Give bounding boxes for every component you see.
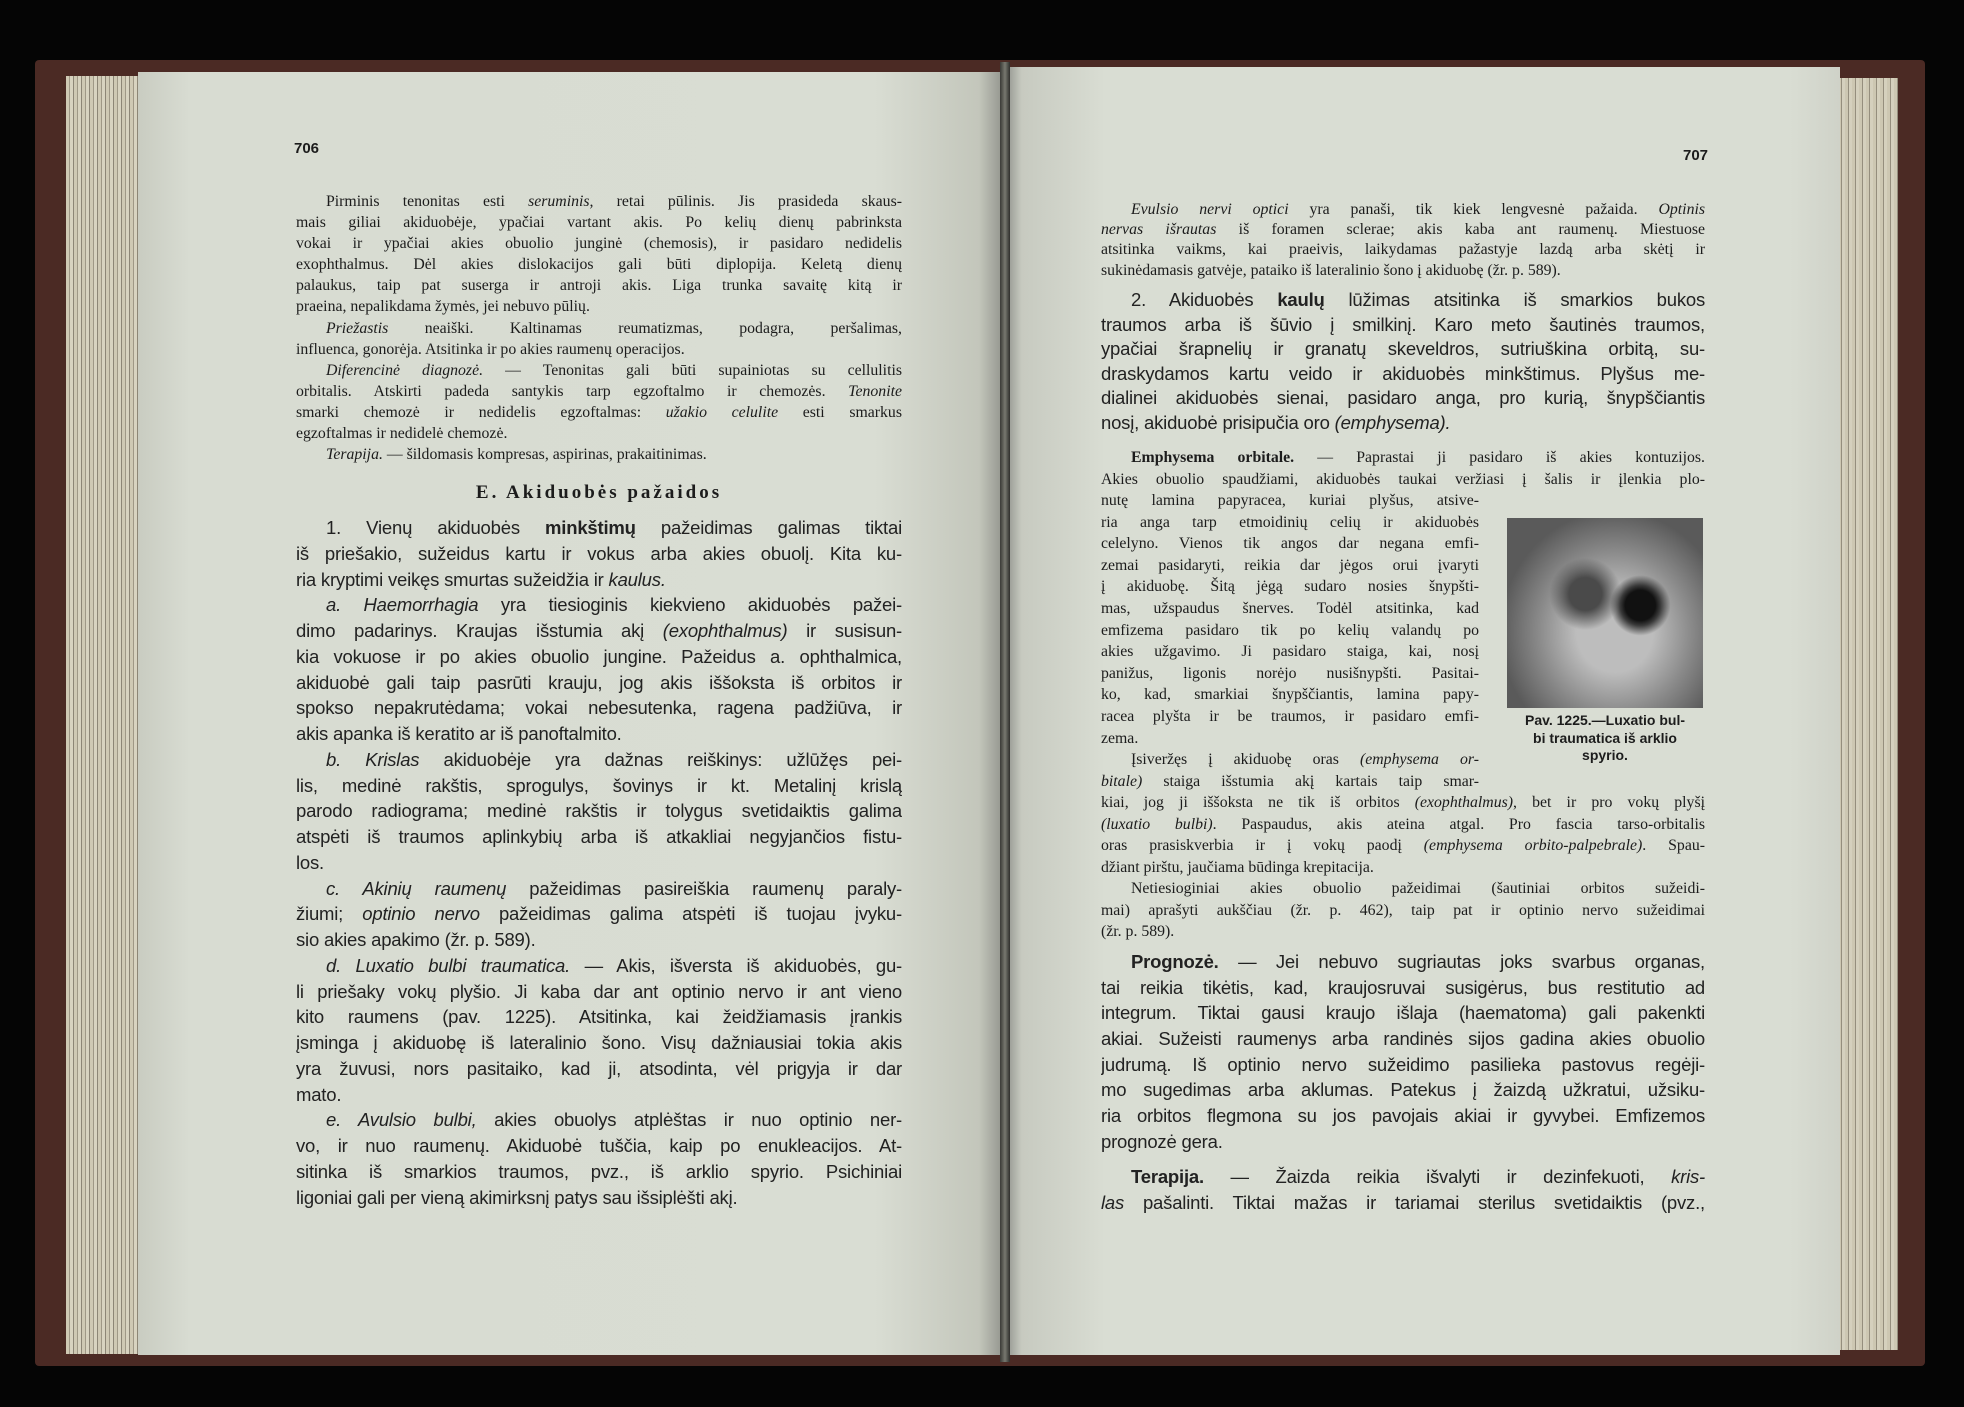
text-segment: akiduobėje yra dažnas reiškinys: užlūžęs pei-	[419, 748, 902, 770]
text-segment: mas, užspaudus šnerves. Todėl atsitinka, kad	[1101, 599, 1479, 617]
text-line	[1101, 313, 1705, 338]
text-segment: sitinka iš smarkios traumos, pvz., iš arklio spyrio. Psichiniai	[296, 1160, 902, 1182]
text-segment: — Akis, išversta iš akiduobės, gu-	[570, 954, 902, 976]
text-segment: orbitalis. Atskirti padeda santykis tarp egzoftalmo ir chemozės.	[296, 382, 849, 400]
italic-text: kaulus.	[608, 568, 666, 590]
italic-text: (exophthalmus)	[662, 620, 788, 641]
italic-text: b. Krislas	[326, 748, 420, 770]
section-text-left	[296, 515, 902, 1210]
text-line	[1101, 620, 1479, 642]
paragraph-evulsio	[1101, 200, 1705, 281]
text-segment: — Tenonitas gali būti supainiotas su cellulitis	[483, 361, 902, 379]
italic-text: bitale)	[1101, 772, 1143, 790]
italic-text: las	[1101, 1191, 1125, 1213]
italic-text: (luxatio bulbi)	[1101, 815, 1213, 833]
text-line	[1101, 728, 1479, 750]
text-segment: Pirminis tenonitas esti	[326, 193, 529, 210]
text-segment: dimo padarinys. Kraujas išstumia akį	[296, 620, 663, 641]
text-line	[296, 824, 902, 850]
text-line	[296, 850, 902, 876]
paragraph-emphysema-cont	[1101, 792, 1705, 943]
italic-text: nervas išrautas	[1101, 221, 1217, 239]
text-line	[296, 644, 902, 670]
text-line	[1101, 411, 1705, 436]
text-line	[1101, 814, 1705, 836]
text-segment: į akiduobę. Šitą jėgą sudaro nosies šnypšti-	[1101, 578, 1479, 596]
text-segment: kiai, jog ji iššoksta ne tik iš orbitos	[1101, 794, 1415, 811]
text-segment: exophthalmus. Dėl akies dislokacijos gali būti diplopija. Keletą dienų	[296, 256, 902, 274]
text-line	[296, 360, 902, 381]
paragraph-bone-fracture	[1101, 288, 1705, 436]
text-segment: . Paspaudus, akis ateina atgal. Pro fascia tarso-orbitalis	[1212, 815, 1705, 833]
text-line	[1101, 261, 1705, 281]
text-segment: lūžimas atsitinka iš smarkios bukos	[1324, 289, 1705, 310]
bold-text: kaulų	[1277, 289, 1325, 310]
text-segment: pažeidimas galimas tiktai	[635, 517, 902, 538]
text-line	[296, 798, 902, 824]
text-line	[296, 515, 902, 541]
text-segment: sio akies apakimo (žr. p. 589).	[296, 929, 536, 950]
text-line	[296, 567, 902, 593]
text-segment: Įsiveržęs į akiduobę oras	[1131, 751, 1360, 769]
text-segment: draskydamos kartu veido ir akiduobės minkštimus. Plyšus me-	[1101, 362, 1705, 384]
text-segment: iš foramen sclerae; akis kaba ant raumenų. Miestuose	[1216, 221, 1705, 239]
text-line	[1101, 362, 1705, 387]
text-line	[296, 927, 902, 953]
text-segment: nutę lamina papyracea, kuriai plyšus, atsive-	[1101, 492, 1479, 509]
text-segment: — Paprastai ji pasidaro iš akies kontuzijos.	[1294, 449, 1705, 466]
italic-text: Priežastis	[326, 319, 389, 337]
text-segment: įsminga į akiduobę iš lateralinio šono. Visų dažniausiai tokia akis	[296, 1032, 902, 1053]
text-segment: integrum. Tiktai gausi kraujo išlaja (haematoma) gali pakenkti	[1101, 1002, 1705, 1024]
text-line	[296, 670, 902, 696]
text-segment: zemai pasidaryti, reikia dar jėgos orui įvaryti	[1101, 556, 1479, 574]
text-segment: yra tiesioginis kiekvieno akiduobės pažei-	[478, 594, 902, 616]
text-line	[296, 1082, 902, 1108]
text-line	[296, 618, 902, 644]
text-line	[1101, 921, 1705, 943]
text-line	[1101, 337, 1705, 362]
text-segment: racea plyšta ir be traumos, ir pasidaro emfi-	[1101, 707, 1479, 725]
text-line	[296, 318, 902, 339]
text-line	[1101, 447, 1705, 469]
text-segment: iš priešakio, sužeidus kartu ir vokus arba akies obuolį. Kita ku-	[296, 542, 902, 564]
text-line	[296, 233, 902, 254]
text-line	[296, 747, 902, 773]
text-line	[1101, 1164, 1705, 1190]
italic-text: (emphysema orbito-palpebrale)	[1423, 837, 1643, 854]
text-segment: emfizema pasidaro tik po kelių valandų po	[1101, 621, 1479, 639]
text-line	[1101, 706, 1479, 728]
text-segment: — Jei nebuvo sugriautas joks svarbus organas,	[1218, 951, 1705, 972]
caption-line: Pav. 1225.—Luxatio bul-	[1524, 712, 1685, 728]
text-segment: ria orbitos flegmona su jos pavojais akiai ir gyvybei. Emfizemos	[1101, 1105, 1705, 1127]
text-line	[296, 1056, 902, 1082]
text-line	[1101, 469, 1705, 491]
text-segment: staiga išstumia akį kartais taip smar-	[1142, 772, 1479, 790]
text-line	[296, 1004, 902, 1030]
text-line	[1101, 878, 1705, 900]
text-line	[1101, 512, 1479, 534]
text-line	[1101, 490, 1479, 512]
text-segment: mai) aprašyti aukščiau (žr. p. 462), taip pat ir optinio nervo sužeidimai	[1101, 901, 1705, 919]
text-segment: . Spau-	[1642, 837, 1705, 854]
page-number-left: 706	[294, 140, 320, 157]
text-segment: sukinėdamasis gatvėje, pataiko iš lateralinio šono į akiduobę (žr. p. 589).	[1101, 261, 1561, 279]
text-line	[1101, 641, 1479, 663]
text-line	[1101, 1077, 1705, 1103]
text-segment: dialinei akiduobės sienai, pasidaro anga, pro kurią, šnypščiantis	[1101, 387, 1705, 409]
text-line	[296, 191, 902, 212]
text-segment: (žr. p. 589).	[1101, 923, 1175, 940]
paragraph-emphysema-wrapped	[1101, 490, 1479, 792]
text-segment: nosį, akiduobė prisipučia oro	[1101, 411, 1335, 433]
italic-text: Tenonite	[848, 382, 902, 400]
text-segment: ypačiai šrapnelių ir granatų skeveldros, sutriuškina orbitą, su-	[1101, 338, 1705, 360]
text-segment: traumos arba iš šūvio į smilkinį. Karo meto šautinės traumos,	[1101, 313, 1705, 335]
italic-text: (exophthalmus)	[1414, 794, 1514, 811]
text-segment: — šildomasis kompresas, aspirinas, prakaitinimas.	[382, 446, 707, 464]
text-line	[296, 773, 902, 799]
text-segment: lis, medinė rakštis, sprogulys, šovinys ir kt. Metalinį krislą	[296, 774, 902, 796]
text-segment: — Žaizda reikia išvalyti ir dezinfekuoti,	[1203, 1166, 1672, 1187]
text-line	[1101, 900, 1705, 922]
text-segment: los.	[296, 851, 324, 873]
text-segment: yra žuvusi, nors pasitaiko, kad ji, atsodinta, vėl prigyja ir dar	[296, 1057, 902, 1079]
text-segment: kito raumens (pav. 1225). Atsitinka, kai žeidžiamasis įrankis	[296, 1006, 902, 1028]
book-spine	[1000, 62, 1010, 1362]
italic-text: kris-	[1671, 1166, 1705, 1187]
text-segment: kia vokuose ir po akies obuolio jungine. Pažeidus a. ophthalmica,	[296, 645, 902, 667]
text-line	[296, 721, 902, 747]
page-edges-right	[1838, 78, 1898, 1350]
text-segment: esti smarkus	[778, 403, 902, 421]
text-line	[296, 254, 902, 275]
text-segment: li priešaky vokų plyšio. Ji kaba dar ant optinio nervo ir ant vieno	[296, 980, 902, 1002]
text-segment: egzoftalmas ir nedidelė chemozė.	[296, 425, 508, 443]
text-segment: žiumi;	[296, 903, 363, 925]
paragraph-prognoze	[1101, 949, 1705, 1155]
text-line	[296, 1107, 902, 1133]
text-line	[1101, 1103, 1705, 1129]
text-segment: Akies obuolio spaudžiami, akiduobės taukai veržiasi į šalis ir įlenkia plo-	[1101, 470, 1705, 488]
caption-line: bi traumatica iš arklio	[1533, 729, 1677, 746]
text-segment: neaiški. Kaltinamas reumatizmas, podagra, peršalimas,	[388, 319, 902, 337]
text-line	[296, 1185, 902, 1211]
text-segment: vokai ir ypačiai akies obuolio junginė (chemosis), ir pasidaro nedidelis	[296, 235, 902, 253]
paragraph-emphysema-intro	[1101, 447, 1705, 490]
italic-text: optinio nervo	[362, 903, 480, 925]
text-line	[296, 695, 902, 721]
text-line	[1101, 975, 1705, 1001]
text-segment: mato.	[296, 1083, 342, 1105]
text-line	[296, 1030, 902, 1056]
text-segment: pašalinti. Tiktai mažas ir tariamai sterilus svetidaiktis (pvz.,	[1124, 1191, 1705, 1213]
text-segment: spokso nepakrutėdama; vokai nebesutenka, ragena padžiūva, ir	[296, 697, 902, 719]
text-line	[1101, 200, 1705, 220]
text-line	[296, 953, 902, 979]
italic-text: (emphysema).	[1334, 411, 1451, 433]
text-segment: zema.	[1101, 729, 1139, 747]
text-line	[296, 423, 902, 444]
text-line	[296, 901, 902, 927]
italic-text: c. Akinių raumenų	[326, 877, 507, 899]
paragraph-tenonitas	[296, 191, 902, 465]
text-segment: atspėti iš traumos aplinkybių arba iš atkakliai negyjančios fistu-	[296, 826, 902, 847]
text-segment: smarki chemozė ir nedidelis egzoftalmas:	[296, 403, 666, 421]
bold-text: minkštimų	[545, 517, 636, 538]
text-segment: influenca, gonorėja. Atsitinka ir po akies raumenų operacijos.	[296, 340, 685, 358]
text-line	[1101, 220, 1705, 240]
text-line	[1101, 663, 1479, 685]
text-line	[296, 381, 902, 402]
text-line	[296, 876, 902, 902]
text-segment: atsitinka vaikms, kai praeivis, laikydamas pažastyje lazdą arba skėtį ir	[1101, 241, 1705, 259]
text-line	[1101, 1190, 1705, 1216]
italic-text: Evulsio nervi optici	[1131, 201, 1289, 218]
text-segment: pažeidimas pasireiškia raumenų paraly-	[506, 877, 902, 899]
italic-text: e. Avulsio bulbi,	[326, 1109, 477, 1131]
bold-text: Emphysema orbitale.	[1131, 449, 1295, 466]
text-segment: mo sugedimas arba aklumas. Patekus į žaizdą užkratui, užsiku-	[1101, 1079, 1705, 1101]
figure-caption	[1490, 712, 1720, 765]
text-segment: Netiesioginiai akies obuolio pažeidimai (šautiniai orbitos sužeidi-	[1131, 880, 1705, 897]
text-segment: akiai. Sužeisti raumenys arba randinės sijos gadina akies obuolio	[1101, 1028, 1705, 1050]
caption-line: spyrio.	[1582, 747, 1628, 763]
text-line	[1101, 240, 1705, 260]
section-heading: E. Akiduobės pažaidos	[475, 482, 723, 503]
text-line	[1101, 771, 1479, 793]
text-line	[1101, 1129, 1705, 1155]
text-line	[296, 212, 902, 233]
text-segment: retai pūlinis. Jis prasideda skaus-	[593, 193, 902, 210]
text-segment: parodo radiograma; medinė rakštis ir tolygus svetidaiktis galima	[296, 800, 902, 822]
text-line	[1101, 386, 1705, 411]
italic-text: d. Luxatio bulbi traumatica.	[326, 954, 571, 976]
text-line	[1101, 684, 1479, 706]
italic-text: (emphysema or-	[1359, 751, 1479, 769]
bold-text: Terapija.	[1131, 1166, 1204, 1187]
text-line	[296, 296, 902, 317]
text-segment: ir susisun-	[787, 620, 902, 641]
text-segment: judrumą. Iš optinio nervo sužeidimo pasilieka pastovus regėji-	[1101, 1053, 1705, 1075]
figure-photo-luxatio	[1507, 518, 1703, 708]
text-segment: džiant pirštu, jaučiama būdinga krepitacija.	[1101, 858, 1374, 876]
text-segment: ligoniai gali per vieną akimirksnį patys sau išsiplėšti akį.	[296, 1186, 738, 1208]
italic-text: seruminis,	[528, 193, 594, 210]
text-line	[1101, 1000, 1705, 1026]
italic-text: Diferencinė diagnozė.	[326, 361, 484, 379]
text-line	[296, 979, 902, 1005]
text-line	[1101, 288, 1705, 313]
text-segment: tai reikia tikėtis, kad, kraujosruvai susigėrus, bus restitutio ad	[1101, 976, 1705, 998]
text-segment: akies užgavimo. Ji pasidaro staiga, kai, nosį	[1101, 643, 1479, 661]
italic-text: užakio celulite	[665, 403, 779, 421]
text-segment: ria kryptimi veikęs smurtas sužeidžia ir	[296, 568, 609, 590]
italic-text: Terapija.	[326, 446, 383, 464]
text-segment: prognozė gera.	[1101, 1130, 1223, 1152]
italic-text: a. Haemorrhagia	[326, 594, 479, 616]
italic-text: Optinis	[1658, 201, 1705, 218]
text-line	[296, 444, 902, 465]
text-line	[1101, 576, 1479, 598]
text-segment: 1. Vienų akiduobės	[326, 517, 546, 538]
text-segment: ko, kad, smarkiai šnypščiantis, lamina papy-	[1101, 686, 1479, 704]
text-line	[1101, 857, 1705, 879]
bold-text: Prognozė.	[1131, 951, 1219, 972]
text-line	[1101, 792, 1705, 814]
text-line	[296, 1133, 902, 1159]
text-segment: mais giliai akiduobėje, ypačiai vartant akis. Po kelių dienų pabrinksta	[296, 214, 902, 232]
text-segment: palaukus, taip pat suserga ir antroji akis. Liga trunka savaitę kitą ir	[296, 277, 902, 295]
text-line	[296, 275, 902, 296]
page-number-right: 707	[1683, 147, 1709, 164]
text-line	[1101, 1026, 1705, 1052]
text-line	[296, 541, 902, 567]
text-segment: ria anga tarp etmoidinių celių ir akiduobės	[1101, 513, 1479, 531]
text-segment: yra panaši, tik kiek lengvesnė pažaida.	[1288, 201, 1659, 218]
text-line	[1101, 749, 1479, 771]
text-line	[1101, 949, 1705, 975]
text-line	[296, 592, 902, 618]
text-segment: vo, ir nuo raumenų. Akiduobė tuščia, kaip po enukleacijos. At-	[296, 1135, 902, 1156]
text-line	[1101, 598, 1479, 620]
text-segment: panižus, ligonis norėjo nusišnypšti. Pasitai-	[1101, 664, 1479, 682]
text-segment: akiduobė gali taip pasrūti krauju, jog akis iššoksta iš orbitos ir	[296, 671, 902, 693]
text-line	[1101, 555, 1479, 577]
text-line	[296, 1159, 902, 1185]
text-line	[1101, 533, 1479, 555]
text-segment: akis apanka iš keratito ar iš panoftalmito.	[296, 723, 622, 744]
text-line	[1101, 1052, 1705, 1078]
text-segment: 2. Akiduobės	[1131, 289, 1278, 310]
text-segment: , bet ir pro vokų plyšį	[1513, 794, 1705, 811]
text-segment: praeina, nepalikdama žymės, jei nebuvo pūlių.	[296, 298, 590, 316]
text-line	[296, 402, 902, 423]
text-line	[1101, 835, 1705, 857]
text-segment: pažeidimas galima atspėti iš tuojau įvyku-	[479, 903, 902, 925]
page-edges-left	[66, 76, 140, 1354]
paragraph-terapija	[1101, 1164, 1705, 1215]
text-segment: celelyno. Vienos tik angos dar negana emfi-	[1101, 535, 1479, 553]
text-line	[296, 339, 902, 360]
text-segment: akies obuolys atplėštas ir nuo optinio ner-	[476, 1109, 902, 1131]
text-segment: oras prasiskverbia ir į vokų paodį	[1101, 837, 1424, 854]
